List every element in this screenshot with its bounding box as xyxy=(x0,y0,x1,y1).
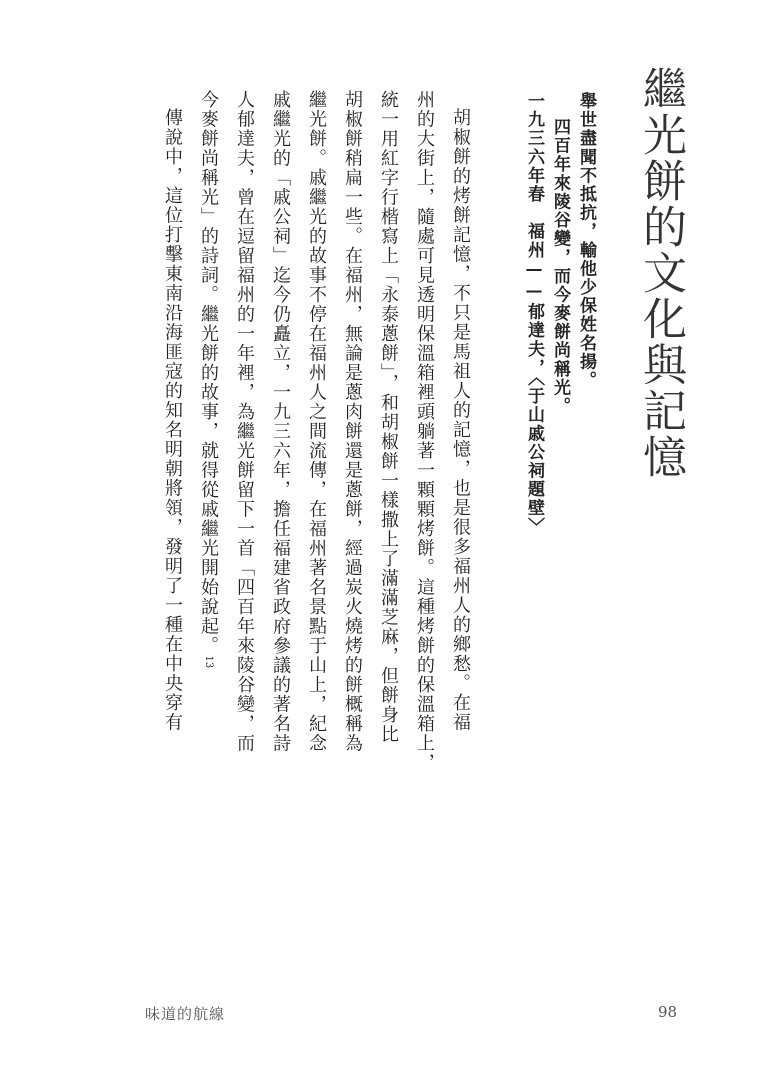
chapter-title: 繼光餅的文化與記憶 xyxy=(635,66,686,480)
body-paragraph-column: 統一用紅字行楷寫上「永泰蔥餅」，和胡椒餅一樣撒上了滿滿芝麻，但餅身比 xyxy=(378,90,399,744)
epigraph-attribution xyxy=(522,92,546,536)
footnote-reference[interactable]: 13 xyxy=(203,655,214,669)
epigraph-date-place: 一九三六年春 福州 xyxy=(524,92,544,260)
body-paragraph-column: 胡椒餅的烤餅記憶，不只是馬祖人的記憶，也是很多福州人的鄉愁。在福 xyxy=(450,108,471,732)
body-paragraph-column: 繼光餅。戚繼光的故事不停在福州人之間流傳，在福州著名景點于山上，紀念 xyxy=(306,90,327,753)
body-paragraph-column: 胡椒餅稍扁一些。在福州，無論是蔥肉餅還是蔥餅，經過炭火燒烤的餅概稱為 xyxy=(342,90,363,753)
epigraph-source: ——郁達夫，〈于山戚公祠題壁〉 xyxy=(524,259,544,536)
body-paragraph-column: 戚繼光的「戚公祠」迄今仍矗立，一九三六年，擔任福建省政府參議的著名詩 xyxy=(270,90,291,753)
epigraph-line-1a: 舉世盡聞不抵抗，輸他少保姓名揚。 xyxy=(576,92,596,390)
running-footer-book-title: 味道的航線 xyxy=(145,1005,226,1023)
page-number: 98 xyxy=(658,1003,678,1021)
epigraph-line-1b: 四百年來陵谷變，而今麥餅尚稱光。 xyxy=(550,118,570,416)
body-paragraph-column: 人郁達夫，曾在逗留福州的一年裡，為繼光餅留下一首「四百年來陵谷變，而 xyxy=(234,90,255,753)
body-column-text: 今麥餅尚稱光」的詩詞。繼光餅的故事，就得從戚繼光開始說起。 xyxy=(198,90,219,656)
body-paragraph-column: 州的大街上，隨處可見透明保溫箱裡頭躺著一顆顆烤餅。這種烤餅的保溫箱上， xyxy=(414,90,435,773)
body-paragraph-column: 傳說中，這位打擊東南沿海匪寇的知名明朝將領，發明了一種在中央穿有 xyxy=(162,108,183,732)
body-paragraph-column xyxy=(190,90,226,668)
